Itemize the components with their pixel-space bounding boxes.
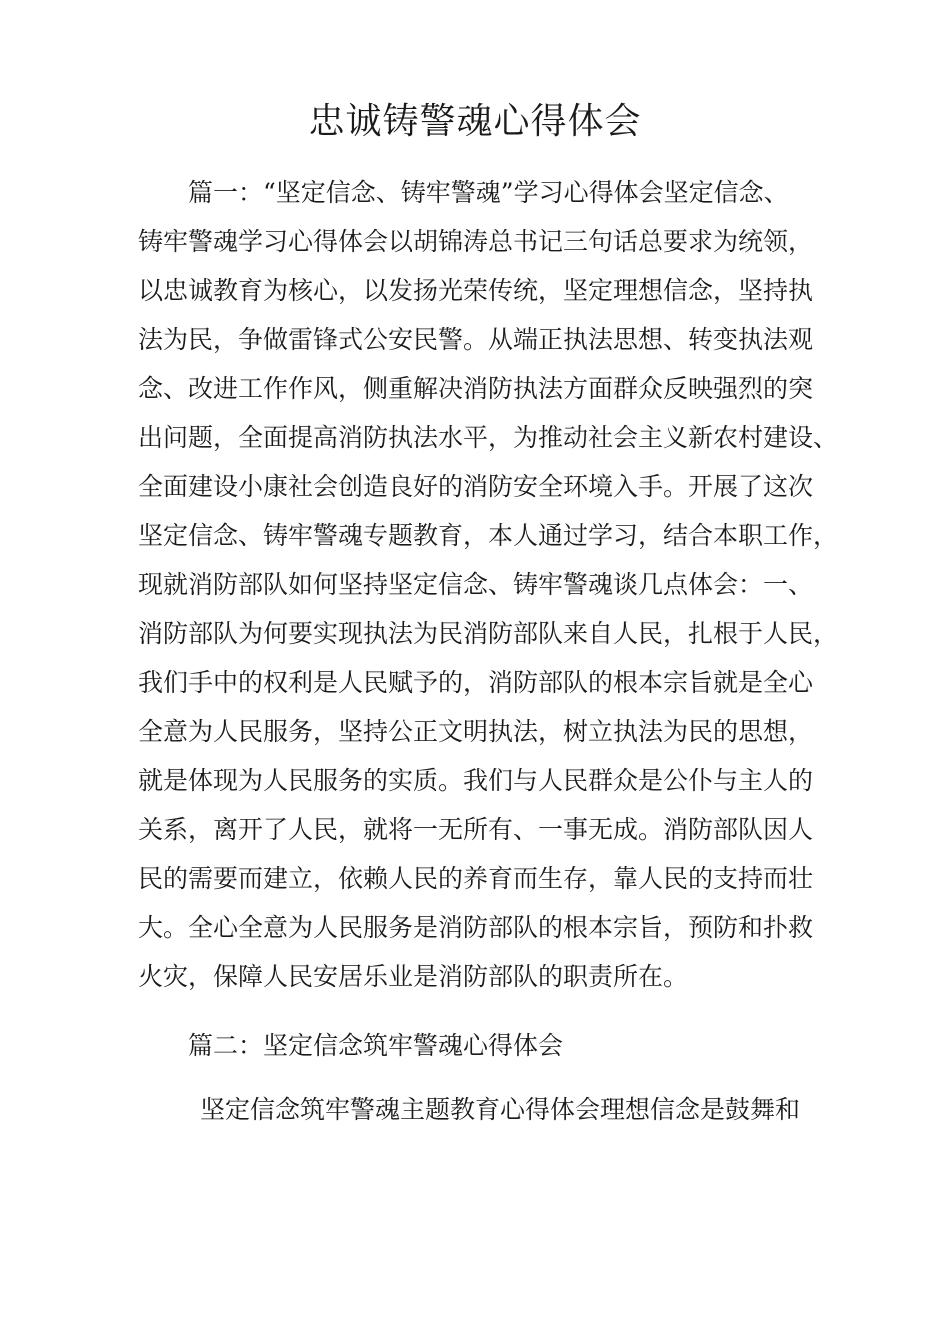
- text-line: 坚定信念、铸牢警魂专题教育，本人通过学习，结合本职工作，: [138, 521, 839, 550]
- section-one-body: [138, 168, 858, 1001]
- text-line: 火灾，保障人民安居乐业是消防部队的职责所在。: [138, 962, 689, 991]
- text-line: 出问题，全面提高消防执法水平，为推动社会主义新农村建设、: [138, 423, 839, 452]
- text-line: 铸牢警魂学习心得体会以胡锦涛总书记三句话总要求为统领，: [138, 227, 814, 256]
- text-line: 以忠诚教育为核心，以发扬光荣传统，坚定理想信念，坚持执: [138, 276, 814, 305]
- section-two-heading: 篇二：坚定信念筑牢警魂心得体会: [188, 1031, 564, 1060]
- text-line: 消防部队为何要实现执法为民消防部队来自人民，扎根于人民，: [138, 619, 839, 648]
- text-line: 现就消防部队如何坚持坚定信念、铸牢警魂谈几点体会：一、: [138, 570, 814, 599]
- text-line: 篇一：“坚定信念、铸牢警魂”学习心得体会坚定信念、: [188, 178, 789, 207]
- section-two-first-line: 坚定信念筑牢警魂主题教育心得体会理想信念是鼓舞和: [200, 1095, 801, 1124]
- text-line: 我们手中的权利是人民赋予的，消防部队的根本宗旨就是全心: [138, 668, 814, 697]
- text-line: 关系，离开了人民，就将一无所有、一事无成。消防部队因人: [138, 815, 814, 844]
- text-line: 全面建设小康社会创造良好的消防安全环境入手。开展了这次: [138, 472, 814, 501]
- text-line: 念、改进工作作风，侧重解决消防执法方面群众反映强烈的突: [138, 374, 814, 403]
- text-line: 就是体现为人民服务的实质。我们与人民群众是公仆与主人的: [138, 766, 814, 795]
- text-line: 大。全心全意为人民服务是消防部队的根本宗旨，预防和扑救: [138, 913, 814, 942]
- text-line: 民的需要而建立，依赖人民的养育而生存，靠人民的支持而壮: [138, 864, 814, 893]
- page-title: 忠诚铸警魂心得体会: [308, 101, 642, 142]
- text-line: 全意为人民服务，坚持公正文明执法，树立执法为民的思想，: [138, 717, 814, 746]
- text-line: 法为民，争做雷锋式公安民警。从端正执法思想、转变执法观: [138, 325, 814, 354]
